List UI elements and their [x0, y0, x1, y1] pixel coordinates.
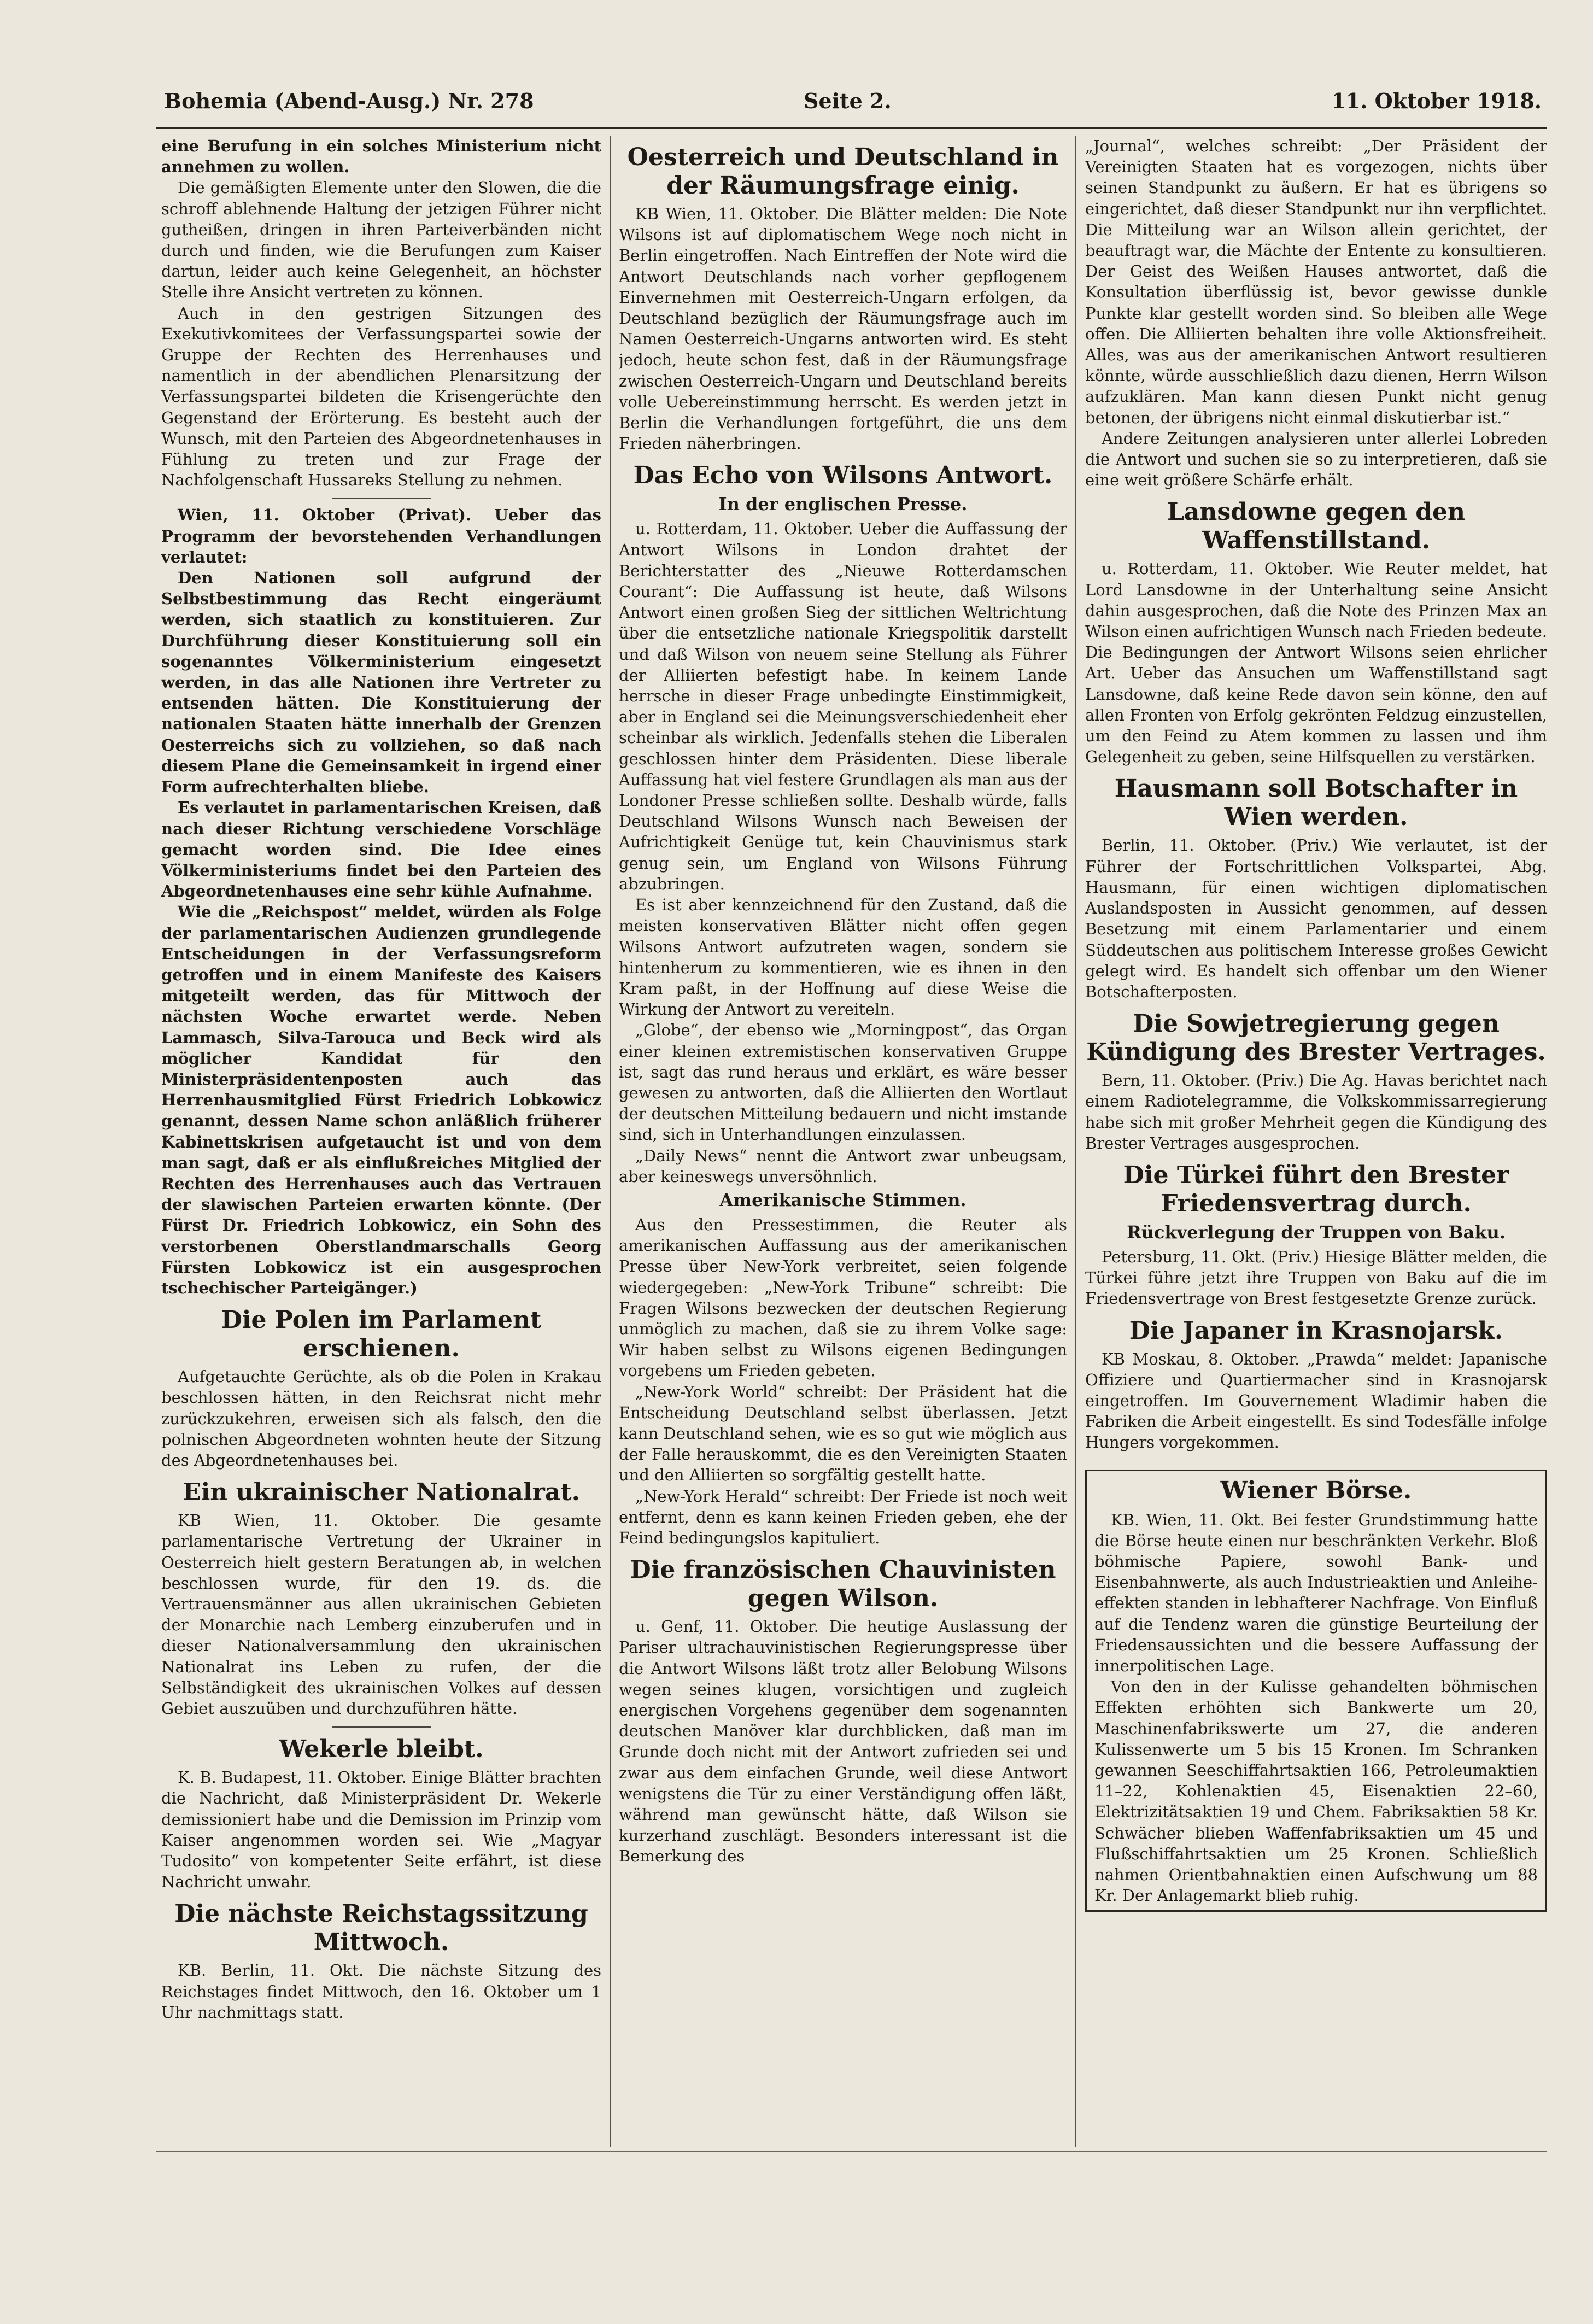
article-paragraph: Aus den Pressestimmen, die Reuter als amerikanischen Auffassung aus der amerikanischen Presse über New-York verbreitet, seien folgende wiedergegeben: „New-York Tribune“ schreibt: Die Fragen Wilsons bezwecken der deutschen Regierung unmöglich zu machen, daß sie zu ihrem Volke sage: Wir haben selbst zu Wilsons eigenen Bedingungen vorgebens um Frieden gebeten. — [619, 1215, 1067, 1380]
headline-japaner: Die Japaner in Krasnojarsk. — [1129, 1316, 1503, 1345]
headline-oesterreich-deutschland: Oesterreich und Deutschland in der Räumungsfrage einig. — [627, 143, 1059, 200]
column-divider-2 — [1075, 136, 1076, 2147]
headline-wiener-boerse: Wiener Börse. — [1220, 1476, 1412, 1505]
separator — [332, 498, 431, 499]
headline-franzoesische-chauvinisten: Die französischen Chauvinisten gegen Wilson. — [630, 1556, 1056, 1613]
headline-hausmann: Hausmann soll Botschafter in Wien werden. — [1114, 775, 1518, 832]
article-paragraph: KB Wien, 11. Oktober. Die Blätter melden: Die Note Wilsons ist auf diplomatischem Wege noch nicht in Berlin eingetroffen. Nach Eintreffen der Note wird die Antwort Deutschlands nach vorher gepflogenem Einvernehmen mit Oesterreich-Ungarn erfolgen, da Deutschland bezüglich der Räumungsfrage auch im Namen Oesterreich-Ungarns antworten wird. Es steht jedoch, heute schon fest, daß in der Räumungsfrage zwischen Oesterreich-Ungarn und Deutschland bereits volle Uebereinstimmung herrscht. Es werden jetzt in Berlin die Verhandlungen fortgeführt, die uns dem Frieden näherbringen. — [619, 204, 1067, 453]
headline-sowjetregierung: Die Sowjetregierung gegen Kündigung des Brester Vertrages. — [1086, 1010, 1546, 1067]
article-paragraph: eine Berufung in ein solches Ministerium nicht annehmen zu wollen. — [161, 137, 601, 177]
column-divider-1 — [610, 136, 611, 2147]
article-paragraph: Wien, 11. Oktober (Privat). Ueber das Programm der bevorstehenden Verhandlungen verlautet: — [161, 506, 601, 566]
column-3 — [1085, 136, 1547, 2147]
headline-tuerkei: Die Türkei führt den Brester Friedensvertrag durch. — [1123, 1161, 1509, 1217]
article-paragraph: „Globe“, der ebenso wie „Morningpost“, das Organ einer kleinen extremistischen konservativen Gruppe ist, sagt das rund heraus und erklärt, es wäre besser gewesen zu antworten, daß die Alliierten den Wortlaut der deutschen Mitteilung bedauern und nicht imstande sind, sich in Unterhandlungen einzulassen. — [619, 1021, 1067, 1144]
column-1 — [161, 136, 601, 2147]
article-paragraph: „Daily News“ nennt die Antwort zwar unbeugsam, aber keineswegs unversöhnlich. — [619, 1146, 1067, 1186]
page-number: Seite 2. — [804, 89, 892, 113]
article-paragraph: Bern, 11. Oktober. (Priv.) Die Ag. Havas berichtet nach einem Radiotelegramme, die Volkskommissarregierung habe sich mit großer Mehrheit gegen die Kündigung des Brester Vertrages ausgesprochen. — [1085, 1071, 1547, 1152]
article-paragraph: Es verlautet in parlamentarischen Kreisen, daß nach dieser Richtung verschiedene Vorschläge gemacht worden sind. Die Idee eines Völkerministeriums findet bei den Parteien des Abgeordnetenhauses eine sehr kühle Aufnahme. — [161, 798, 601, 901]
article-paragraph: Wie die „Reichspost“ meldet, würden als Folge der parlamentarischen Audienzen grundlegende Entscheidungen in der Verfassungsreform getroffen und in einem Manifeste des Kaisers mitgeteilt werden, das für Mittwoch der nächsten Woche erwartet werde. Neben Lammasch, Silva-Tarouca und Beck wird als möglicher Kandidat für den Ministerpräsidentenposten auch das Herrenhausmitglied Fürst Friedrich Lobkowicz genannt, dessen Name schon anläßlich früherer Kabinettskrisen aufgetaucht ist und von dem man sagt, daß er als einflußreiches Mitglied der Rechten des Herrenhauses auch das Vertrauen der slawischen Parteien erwarten könnte. (Der Fürst Dr. Friedrich Lobkowicz, ein Sohn des verstorbenen Oberstlandmarschalls Georg Fürsten Lobkowicz ist ein ausgesprochen tschechischer Parteigänger.) — [161, 903, 601, 1297]
article-paragraph: KB. Wien, 11. Okt. Bei fester Grundstimmung hatte die Börse heute einen nur beschränkten Verkehr. Bloß böhmische Papiere, sowohl Bank- und Eisenbahnwerte, als auch Industrieaktien und Anleihe-effekten standen in lebhafterer Nachfrage. Von Einfluß auf die Tendenz waren die günstige Beurteilung der Friedensaussichten und die bessere Auffassung der innerpolitischen Lage. — [1094, 1510, 1538, 1675]
article-paragraph: Es ist aber kennzeichnend für den Zustand, daß die meisten konservativen Blätter nicht offen gegen Wilsons Antwort aufzutreten wagen, sondern sie hintenherum zu kommentieren, wie es ihnen in den Kram paßt, in der Hoffnung auf diese Weise die Wirkung der Antwort zu vereiteln. — [619, 895, 1067, 1019]
article-paragraph: Andere Zeitungen analysieren unter allerlei Lobreden die Antwort und suchen sie so zu interpretieren, daß sie eine weit größere Schärfe erhält. — [1085, 429, 1547, 490]
article-paragraph: Berlin, 11. Oktober. (Priv.) Wie verlautet, ist der Führer der Fortschrittlichen Volkspartei, Abg. Hausmann, für einen wichtigen diplomatischen Auslandsposten in Aussicht genommen, auf dessen Besetzung mit einem Parlamentarier und einem Süddeutschen aus politischem Interesse großes Gewicht gelegt wird. Es handelt sich offenbar um den Wiener Botschafterposten. — [1085, 836, 1547, 1001]
article-paragraph: u. Rotterdam, 11. Oktober. Ueber die Auffassung der Antwort Wilsons in London drahtet der Berichterstatter des „Nieuwe Rotterdamschen Courant“: Die Auffassung ist heute, daß Wilsons Antwort einen großen Sieg der sittlichen Weltrichtung über die entsetzliche nationale Kriegspolitik darstellt und daß Wilson von neuem seine Stellung als Führer der Alliierten befestigt habe. In keinem Lande herrsche in dieser Frage unbedingte Einstimmigkeit, aber in England sei die Meinungsverschiedenheit eher scheinbar als wirklich. Jedenfalls stehen die Liberalen geschlossen hinter dem Präsidenten. Diese liberale Auffassung hat viel festere Grundlagen als man aus der Londoner Presse schließen sollte. Deshalb würde, falls Deutschland Wilsons Wunsch nach Beweisen der Aufrichtigkeit Genüge tut, kein Chauvinismus stark genug sein, um England von Wilsons Führung abzubringen. — [619, 519, 1067, 893]
article-paragraph: KB Wien, 11. Oktober. Die gesamte parlamentarische Vertretung der Ukrainer in Oesterreich hielt gestern Beratungen ab, in welchen beschlossen wurde, für den 19. ds. die Vertrauensmänner aus allen ukrainischen Gebieten der Monarchie nach Lemberg einzuberufen und in dieser Nationalversammlung den ukrainischen Nationalrat ins Leben zu rufen, der die Selbständigkeit des ukrainischen Volkes auf dessen Gebiet auszuüben und durchzuführen hätte. — [161, 1511, 601, 1718]
bottom-rule — [156, 2151, 1547, 2152]
article-paragraph: Petersburg, 11. Okt. (Priv.) Hiesige Blätter melden, die Türkei führe jetzt ihre Truppen von Baku auf die im Friedensvertrage von Brest festgesetzte Grenze zurück. — [1085, 1247, 1547, 1308]
headline-echo-wilson: Das Echo von Wilsons Antwort. — [633, 461, 1053, 490]
article-paragraph: u. Genf, 11. Oktober. Die heutige Auslassung der Pariser ultrachauvinistischen Regierungspresse über die Antwort Wilsons läßt trotz aller Belobung Wilsons wegen seines klugen, vorsichtigen und zugleich energischen Vorgehens gegenüber dem sogenannten deutschen Manöver klar durchblicken, daß man im Grunde doch nicht mit der Antwort zufrieden sei und zwar aus dem einfachen Grunde, weil diese Antwort wenigstens die Tür zu einer Verständigung offen läßt, während man gewünscht hätte, daß Wilson sie kurzerhand zuschlägt. Besonders interessant ist die Bemerkung des — [619, 1617, 1067, 1866]
subheadline-englische-presse: In der englischen Presse. — [718, 494, 968, 515]
article-paragraph: Die gemäßigten Elemente unter den Slowen, die die schroff ablehnende Haltung der jetzigen Führer nicht gutheißen, dringen in ihren Parteiverbänden nicht durch und finden, wie die Berufungen zum Kaiser dartun, leider auch keine Gelegenheit, an höchster Stelle ihre Ansicht vertreten zu können. — [161, 178, 601, 302]
article-paragraph: K. B. Budapest, 11. Oktober. Einige Blätter brachten die Nachricht, daß Ministerpräsident Dr. Wekerle demissioniert habe und die Demission im Prinzip vom Kaiser angenommen worden sei. Wie „Magyar Tudosito“ von kompetenter Seite erfährt, ist diese Nachricht unwahr. — [161, 1768, 601, 1892]
article-paragraph: „New-York World“ schreibt: Der Präsident hat die Entscheidung Deutschland selbst überlassen. Jetzt kann Deutschland sehen, wie es so gut wie möglich aus der Falle herauskommt, die es den Vereinigten Staaten und den Alliierten so sorgfältig gestellt hatte. — [619, 1382, 1067, 1485]
article-paragraph: „Journal“, welches schreibt: „Der Präsident der Vereinigten Staaten hat es vorgezogen, nichts über seinen Standpunkt zu äußern. Er hat es übrigens so eingerichtet, daß dieser Standpunkt nur ihn verpflichtet. Die Mitteilung war an Wilson allein gerichtet, der beauftragt war, die Mächte der Entente zu konsultieren. Der Geist des Weißen Hauses antwortet, daß die Konsultation überflüssig ist, bevor gewisse dunkle Punkte klar gestellt worden sind. So bleiben alle Wege offen. Die Alliierten behalten ihre volle Aktionsfreiheit. Alles, was aus der amerikanischen Antwort resultieren könnte, würde ausschließlich dazu dienen, Herrn Wilson aufzuklären. Man kann diesen Punkt nicht genug betonen, der übrigens nicht einmal diskutierbar ist.“ — [1085, 137, 1547, 427]
page-header — [164, 89, 1542, 121]
article-paragraph: KB Moskau, 8. Oktober. „Prawda“ meldet: Japanische Offiziere und Quartiermacher sind in Krasnojarsk eingetroffen. Im Gouvernement Wladimir haben die Fabriken die Arbeit eingestellt. Es sind Todesfälle infolge Hungers vorgekommen. — [1085, 1349, 1547, 1452]
article-paragraph: „New-York Herald“ schreibt: Der Friede ist noch weit entfernt, denn es kann keinen Frieden geben, ehe der Feind bedingungslos kapituliert. — [619, 1486, 1067, 1547]
masthead-issue: Bohemia (Abend-Ausg.) Nr. 278 — [164, 89, 534, 113]
headline-polen: Die Polen im Parlament erschienen. — [221, 1306, 542, 1363]
headline-ukrainischer-nationalrat: Ein ukrainischer Nationalrat. — [183, 1478, 580, 1507]
issue-date: 11. Oktober 1918. — [1331, 89, 1542, 113]
column-2 — [619, 136, 1067, 2147]
article-paragraph: Von den in der Kulisse gehandelten böhmischen Effekten erhöhten sich Bankwerte um 20, Maschinenfabrikswerte um 27, die anderen Kulissenwerte um 5 bis 15 Kronen. Im Schranken gewannen Seeschiffahrtsaktien 166, Petroleumaktien 11–22, Kohlenaktien 45, Eisenaktien 22–60, Elektrizitätsaktien 19 und Chem. Fabriksaktien 58 Kr. Schwächer blieben Waffenfabriksaktien um 45 und Flußschiffahrtsaktien um 25 Kronen. Schließlich nahmen Orientbahnaktien einen Aufschwung um 88 Kr. Der Anlagemarkt blieb ruhig. — [1094, 1677, 1538, 1905]
headline-lansdowne: Lansdowne gegen den Waffenstillstand. — [1167, 498, 1466, 555]
headline-wekerle: Wekerle bleibt. — [279, 1735, 484, 1764]
boerse-box — [1085, 1470, 1547, 1912]
article-paragraph: Auch in den gestrigen Sitzungen des Exekutivkomitees der Verfassungspartei sowie der Gruppe der Rechten des Herrenhauses und namentlich in der abendlichen Plenarsitzung der Verfassungspartei bildeten die Krisengerüchte den Gegenstand der Erörterung. Es besteht auch der Wunsch, mit den Parteien des Abgeordnetenhauses in Fühlung zu treten und zur Frage der Nachfolgenschaft Hussareks Stellung zu nehmen. — [161, 303, 601, 490]
separator — [332, 1726, 431, 1728]
article-paragraph: Den Nationen soll aufgrund der Selbstbestimmung das Recht eingeräumt werden, sich staatlich zu konstituieren. Zur Durchführung dieser Konstituierung soll ein sogenanntes Völkerministerium eingesetzt werden, in das alle Nationen ihre Vertreter zu entsenden hätten. Die Konstituierung der nationalen Staaten hätte innerhalb der Grenzen Oesterreichs sich zu vollziehen, so daß nach diesem Plane die Gemeinsamkeit in irgend einer Form aufrechterhalten bliebe. — [161, 569, 601, 797]
header-rule — [156, 127, 1547, 129]
headline-reichstagssitzung: Die nächste Reichstagssitzung Mittwoch. — [174, 1900, 588, 1957]
article-paragraph: u. Rotterdam, 11. Oktober. Wie Reuter meldet, hat Lord Lansdowne in der Unterhaltung seine Ansicht dahin ausgesprochen, daß die Note des Prinzen Max an Wilson einen aufrichtigen Wunsch nach Frieden bedeute. Die Bedingungen der Antwort Wilsons seien ehrlicher Art. Ueber das Ansuchen um Waffenstillstand sagt Lansdowne, daß keine Rede davon sein könne, den auf allen Fronten von Erfolg gekrönten Feldzug einzustellen, um den Feind zu Atem kommen zu lassen und ihm Gelegenheit zu geben, seine Hilfsquellen zu verstärken. — [1085, 559, 1547, 766]
subheadline-amerikanische-stimmen: Amerikanische Stimmen. — [719, 1189, 967, 1210]
article-paragraph: Aufgetauchte Gerüchte, als ob die Polen in Krakau beschlossen hätten, in den Reichsrat nicht mehr zurückzukehren, erweisen sich als falsch, den die polnischen Abgeordneten wohnten heute der Sitzung des Abgeordnetenhauses bei. — [161, 1367, 601, 1470]
article-paragraph: KB. Berlin, 11. Okt. Die nächste Sitzung des Reichstages findet Mittwoch, den 16. Oktober um 1 Uhr nachmittags statt. — [161, 1961, 601, 2022]
subheadline-baku: Rückverlegung der Truppen von Baku. — [1127, 1221, 1506, 1243]
